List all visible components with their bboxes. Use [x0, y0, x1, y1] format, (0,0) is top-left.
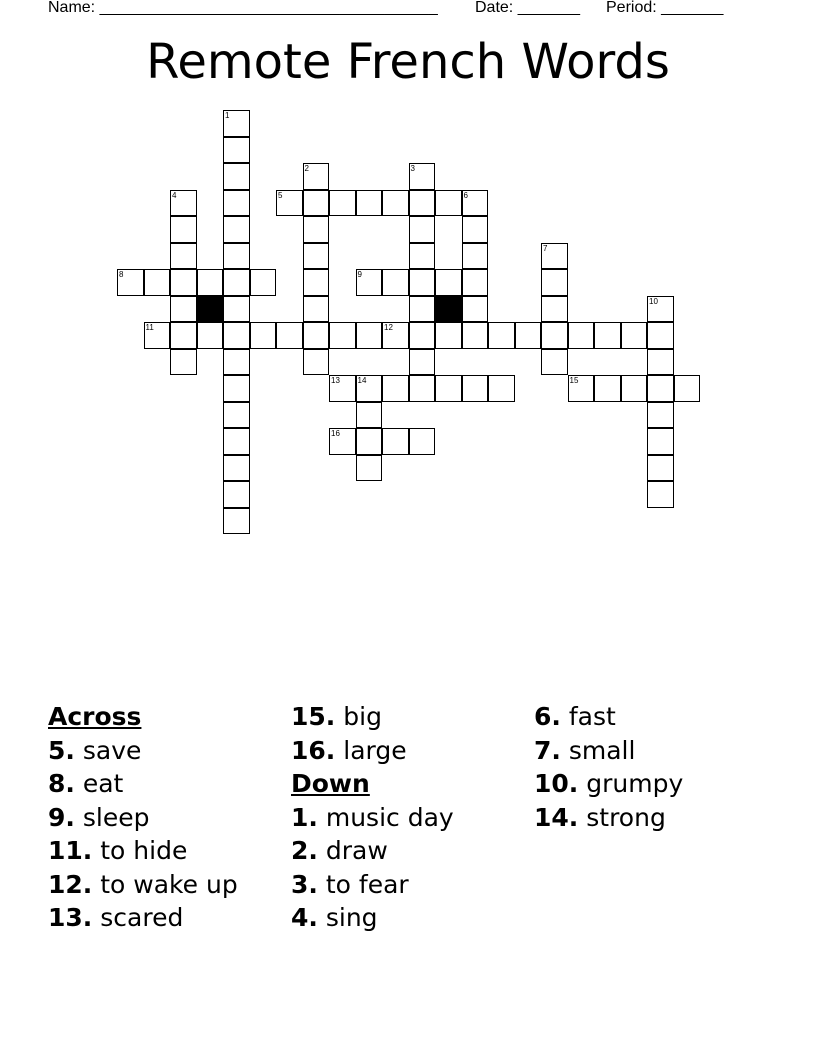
grid-cell[interactable] [223, 455, 250, 482]
grid-cell[interactable] [541, 269, 568, 296]
date-field-label: Date: _______ [475, 0, 580, 16]
clue-number-label: 10 [649, 296, 658, 306]
grid-cell[interactable] [409, 322, 436, 349]
grid-cell[interactable] [223, 349, 250, 376]
grid-cell[interactable] [462, 243, 489, 270]
clue-number-label: 3 [410, 164, 415, 173]
clue-number-label: 13 [331, 376, 340, 385]
clue-number-label: 9 [357, 270, 362, 279]
clue-column-3 [534, 700, 683, 834]
grid-cell[interactable] [356, 428, 383, 455]
clue-number-label: 6 [463, 190, 468, 200]
grid-cell[interactable] [356, 402, 383, 429]
grid-cell[interactable] [435, 190, 462, 217]
clue-number-label: 4 [172, 190, 177, 200]
grid-cell[interactable] [303, 349, 330, 376]
clue-number-label: 7 [543, 243, 548, 253]
grid-cell[interactable] [170, 243, 197, 270]
grid-cell[interactable] [382, 428, 409, 455]
grid-cell[interactable] [250, 322, 277, 349]
grid-cell[interactable] [647, 375, 674, 402]
grid-cell[interactable] [276, 322, 303, 349]
grid-cell[interactable] [223, 269, 250, 296]
grid-cell[interactable] [170, 349, 197, 376]
grid-cell[interactable] [382, 269, 409, 296]
grid-cell[interactable] [197, 269, 224, 296]
grid-cell[interactable] [223, 375, 250, 402]
across-clue: 15. big [291, 702, 382, 731]
grid-cell[interactable] [223, 137, 250, 164]
across-clue: 5. save [48, 735, 142, 765]
grid-cell[interactable] [223, 190, 250, 217]
grid-cell[interactable] [435, 269, 462, 296]
grid-cell[interactable] [409, 375, 436, 402]
grid-cell[interactable] [303, 322, 330, 349]
grid-cell[interactable] [356, 322, 383, 349]
down-clue: 1. music day [291, 802, 454, 832]
period-field-label: Period: _______ [606, 0, 724, 16]
grid-cell[interactable] [594, 322, 621, 349]
grid-cell[interactable] [435, 322, 462, 349]
grid-cell[interactable] [488, 322, 515, 349]
grid-cell[interactable] [647, 402, 674, 429]
down-clue: 2. draw [291, 836, 388, 865]
down-clue: 10. grumpy [534, 769, 684, 798]
clue-number-label: 1 [225, 111, 230, 120]
grid-cell[interactable] [647, 428, 674, 455]
grid-cell[interactable] [621, 375, 648, 402]
grid-cell[interactable] [170, 322, 197, 349]
clue-number-label: 12 [384, 323, 393, 332]
grid-cell[interactable] [568, 322, 595, 349]
grid-cell[interactable] [462, 322, 489, 349]
across-clue: 8. eat [48, 769, 124, 798]
grid-cell[interactable] [621, 322, 648, 349]
across-heading: Across [48, 702, 142, 731]
clue-number-label: 15 [569, 376, 579, 385]
down-clue: 3. to fear [291, 869, 409, 899]
name-field-label: Name: ______________________________________ [48, 0, 438, 16]
down-heading: Down [291, 769, 370, 798]
grid-cell[interactable] [541, 349, 568, 376]
grid-cell[interactable] [223, 508, 250, 535]
black-square [435, 296, 462, 323]
grid-cell[interactable] [223, 428, 250, 455]
clue-number-label: 5 [278, 190, 283, 200]
grid-cell[interactable] [409, 428, 436, 455]
grid-cell[interactable] [356, 190, 383, 217]
grid-cell[interactable] [462, 296, 489, 323]
grid-cell[interactable] [488, 375, 515, 402]
grid-cell[interactable] [674, 375, 701, 402]
grid-cell[interactable] [250, 269, 277, 296]
page-title: Remote French Words [146, 34, 670, 90]
grid-cell[interactable] [329, 322, 356, 349]
grid-cell[interactable] [647, 349, 674, 376]
grid-cell[interactable] [223, 296, 250, 323]
grid-cell[interactable] [462, 375, 489, 402]
grid-cell[interactable] [170, 269, 197, 296]
clue-column-1 [48, 700, 238, 935]
grid-cell[interactable] [594, 375, 621, 402]
clue-number-label: 14 [357, 376, 367, 385]
grid-cell[interactable] [356, 455, 383, 482]
clue-column-2 [291, 700, 454, 935]
grid-cell[interactable] [382, 375, 409, 402]
down-clue: 6. fast [534, 702, 616, 731]
clue-number-label: 11 [145, 323, 154, 332]
grid-cell[interactable] [409, 349, 436, 376]
across-clue: 11. to hide [48, 836, 188, 865]
grid-cell[interactable] [515, 322, 542, 349]
grid-cell[interactable] [223, 243, 250, 270]
grid-cell[interactable] [462, 269, 489, 296]
down-clue: 4. sing [291, 903, 378, 932]
grid-cell[interactable] [170, 296, 197, 323]
grid-cell[interactable] [409, 243, 436, 270]
grid-cell[interactable] [647, 322, 674, 349]
down-clue: 14. strong [534, 802, 666, 832]
grid-cell[interactable] [144, 269, 171, 296]
grid-cell[interactable] [409, 216, 436, 243]
grid-cell[interactable] [223, 216, 250, 243]
grid-cell[interactable] [382, 190, 409, 217]
grid-cell[interactable] [409, 269, 436, 296]
across-clue: 13. scared [48, 903, 184, 932]
grid-cell[interactable] [303, 243, 330, 270]
grid-cell[interactable] [541, 296, 568, 323]
down-clue: 7. small [534, 735, 636, 765]
grid-cell[interactable] [329, 190, 356, 217]
grid-cell[interactable] [303, 190, 330, 217]
clue-number-label: 8 [119, 270, 124, 279]
grid-cell[interactable] [303, 216, 330, 243]
clue-number-label: 16 [331, 429, 340, 438]
across-clue: 16. large [291, 735, 407, 765]
grid-cell[interactable] [435, 375, 462, 402]
grid-cell[interactable] [647, 455, 674, 482]
grid-cell[interactable] [303, 269, 330, 296]
across-clue: 9. sleep [48, 802, 150, 832]
grid-cell[interactable] [541, 322, 568, 349]
clue-number-label: 2 [304, 164, 309, 173]
grid-cell[interactable] [647, 481, 674, 508]
grid-cell[interactable] [223, 322, 250, 349]
grid-cell[interactable] [409, 296, 436, 323]
grid-cell[interactable] [223, 163, 250, 190]
grid-cell[interactable] [223, 402, 250, 429]
grid-cell[interactable] [223, 481, 250, 508]
grid-cell[interactable] [197, 322, 224, 349]
grid-cell[interactable] [409, 190, 436, 217]
grid-cell[interactable] [303, 296, 330, 323]
grid-cell[interactable] [462, 216, 489, 243]
across-clue: 12. to wake up [48, 869, 238, 899]
grid-cell[interactable] [170, 216, 197, 243]
black-square [197, 296, 224, 323]
